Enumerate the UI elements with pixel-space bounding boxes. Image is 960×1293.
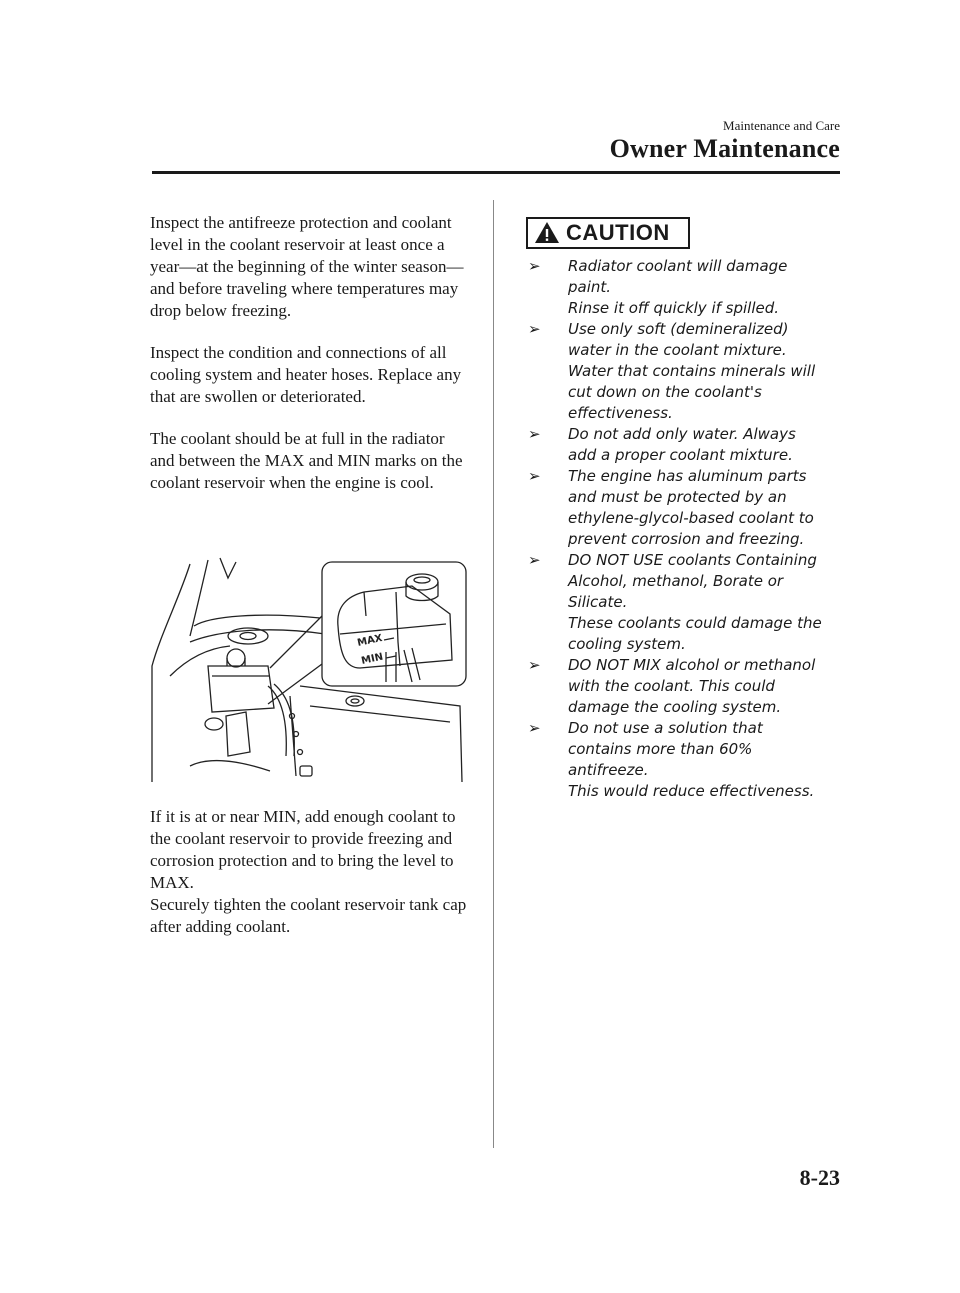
page-number: 8-23 bbox=[799, 1165, 840, 1190]
section-label: Maintenance and Care bbox=[723, 118, 840, 133]
caution-label: CAUTION bbox=[566, 220, 670, 245]
header-rule bbox=[152, 171, 840, 174]
left-column-after-figure bbox=[150, 806, 470, 938]
caution-item: ➢ DO NOT MIX alcohol or methanol with the coolant. This could damage the cooling system. bbox=[528, 656, 816, 716]
min-mark-label: MIN bbox=[360, 651, 385, 667]
caution-item: ➢ Do not use a solution that contains more than 60% antifreeze. This would reduce effectiveness. bbox=[528, 719, 815, 800]
column-divider bbox=[493, 200, 494, 1148]
caution-item: ➢ The engine has aluminum parts and must be protected by an ethylene-glycol-based coolant to prevent corrosion and freezing. bbox=[528, 467, 814, 548]
bullet-arrow-icon: ➢ bbox=[528, 467, 541, 485]
bullet-arrow-icon: ➢ bbox=[528, 320, 541, 338]
caution-item: ➢ Use only soft (demineralized) water in the coolant mixture. Water that contains minerals will cut down on the coolant's effectiveness. bbox=[528, 320, 816, 422]
warning-triangle-icon bbox=[534, 220, 560, 246]
caution-header bbox=[526, 217, 690, 249]
max-mark-label: MAX bbox=[356, 632, 384, 649]
page-title: Owner Maintenance bbox=[609, 134, 840, 163]
paragraph-coolant-level: The coolant should be at full in the radiator and between the MAX and MIN marks on the coolant reservoir when the engine is cool. bbox=[150, 429, 463, 492]
coolant-reservoir-illustration bbox=[150, 556, 470, 782]
caution-item: ➢ Radiator coolant will damage paint. Rinse it off quickly if spilled. bbox=[528, 257, 788, 317]
bullet-arrow-icon: ➢ bbox=[528, 425, 541, 443]
left-column bbox=[150, 212, 470, 494]
paragraph-hoses: Inspect the condition and connections of all cooling system and heater hoses. Replace any that are swollen or deteriorated. bbox=[150, 343, 462, 406]
bullet-arrow-icon: ➢ bbox=[528, 257, 541, 275]
caution-list bbox=[528, 256, 848, 802]
paragraph-antifreeze: Inspect the antifreeze protection and coolant level in the coolant reservoir at least once a year—at the beginning of the winter season—and before traveling where temperatures may drop below freezing. bbox=[150, 213, 464, 320]
bullet-arrow-icon: ➢ bbox=[528, 551, 541, 569]
paragraph-add-coolant: If it is at or near MIN, add enough coolant to the coolant reservoir to provide freezing and corrosion protection and to bring the level to MAX. Securely tighten the coolant reservoir tank cap after adding coolant. bbox=[150, 807, 467, 936]
caution-item: ➢ DO NOT USE coolants Containing Alcohol, methanol, Borate or Silicate. These coolants could damage the cooling system. bbox=[528, 551, 822, 653]
bullet-arrow-icon: ➢ bbox=[528, 719, 541, 737]
bullet-arrow-icon: ➢ bbox=[528, 656, 541, 674]
caution-item: ➢ Do not add only water. Always add a proper coolant mixture. bbox=[528, 425, 796, 464]
